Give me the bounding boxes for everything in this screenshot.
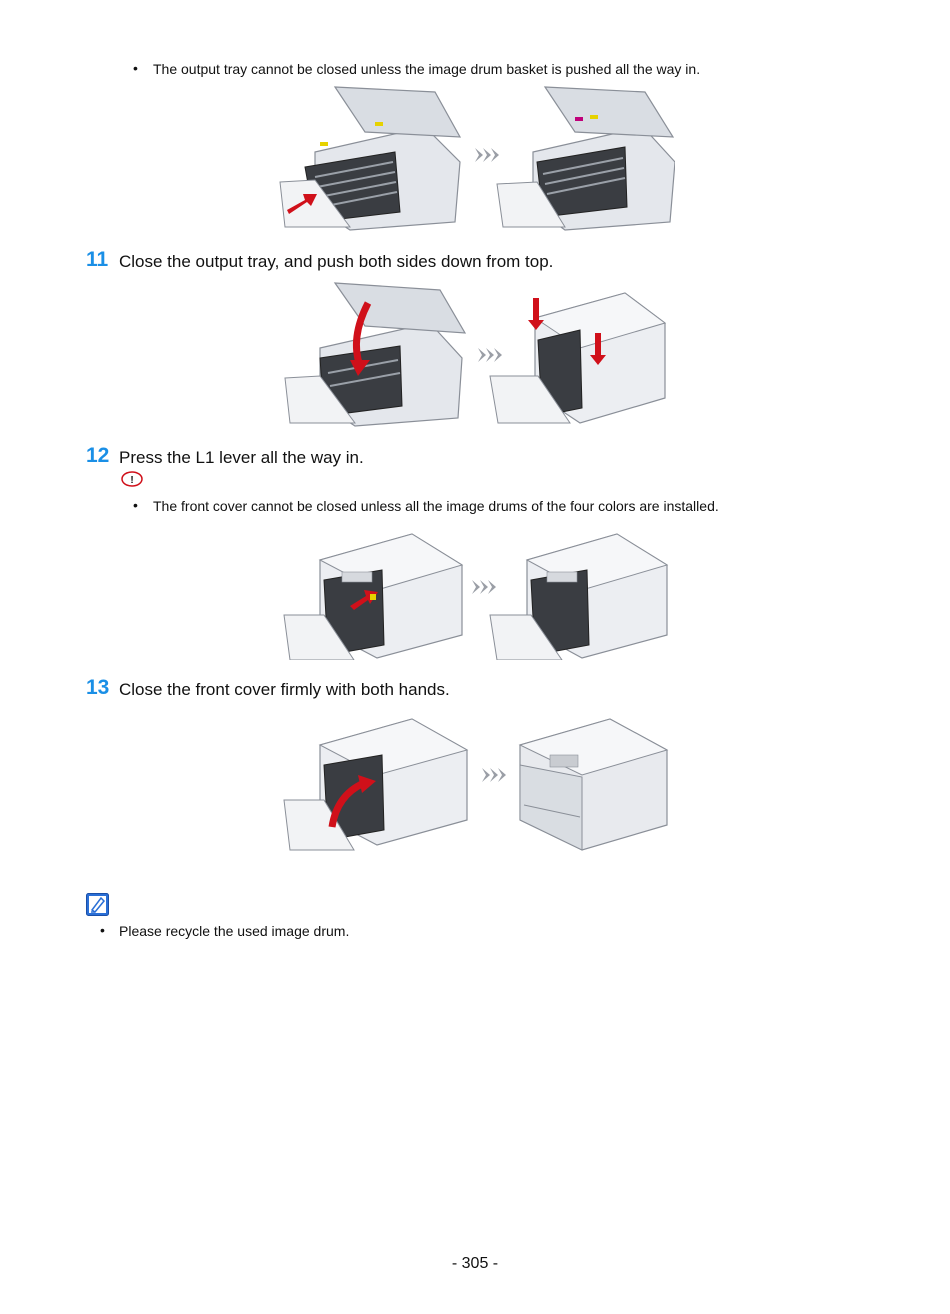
step-number: 12 xyxy=(86,444,110,467)
bullet-dot: • xyxy=(133,60,138,76)
top-note-text: The output tray cannot be closed unless the image drum basket is pushed all the way in. xyxy=(153,61,701,77)
svg-text:!: ! xyxy=(130,475,134,486)
printer-tray-open xyxy=(285,283,465,426)
printer-open-right xyxy=(497,87,675,230)
printer-cover-open xyxy=(284,719,467,850)
step-number: 13 xyxy=(86,676,110,699)
printer-lever-before xyxy=(284,534,462,660)
printer-cover-closed xyxy=(520,719,667,850)
next-chevron-icon xyxy=(472,580,496,594)
figure-close-output-tray xyxy=(280,278,675,428)
step-number: 11 xyxy=(86,248,109,271)
printer-open-left xyxy=(280,87,460,230)
printer-illustration xyxy=(282,520,672,660)
printer-illustration xyxy=(280,278,675,428)
printer-tray-closed xyxy=(490,278,665,423)
step-instruction: Close the front cover firmly with both hands. xyxy=(119,680,450,699)
printer-lever-after xyxy=(490,534,667,660)
step-instruction: Close the output tray, and push both sides down from top. xyxy=(119,252,554,271)
next-chevron-icon xyxy=(478,348,502,362)
push-down-arrow-left xyxy=(533,298,539,322)
page-number: - 305 - xyxy=(451,1255,499,1272)
next-chevron-icon xyxy=(482,768,506,782)
memo-text: Please recycle the used image drum. xyxy=(119,923,350,939)
next-chevron-icon xyxy=(475,148,499,162)
pencil-note-icon xyxy=(86,893,109,921)
bullet-dot: • xyxy=(133,497,138,513)
bullet-dot: • xyxy=(100,922,105,938)
figure-close-front-cover xyxy=(282,705,672,855)
exclamation-circle-icon xyxy=(121,471,143,492)
step-instruction: Press the L1 lever all the way in. xyxy=(119,448,364,467)
printer-illustration xyxy=(275,82,675,232)
printer-illustration xyxy=(282,705,672,855)
figure-drum-basket xyxy=(275,82,675,232)
caution-text: The front cover cannot be closed unless all the image drums of the four colors are installed. xyxy=(153,498,719,514)
figure-press-l1-lever xyxy=(282,520,672,660)
push-down-arrow-right xyxy=(595,333,601,357)
